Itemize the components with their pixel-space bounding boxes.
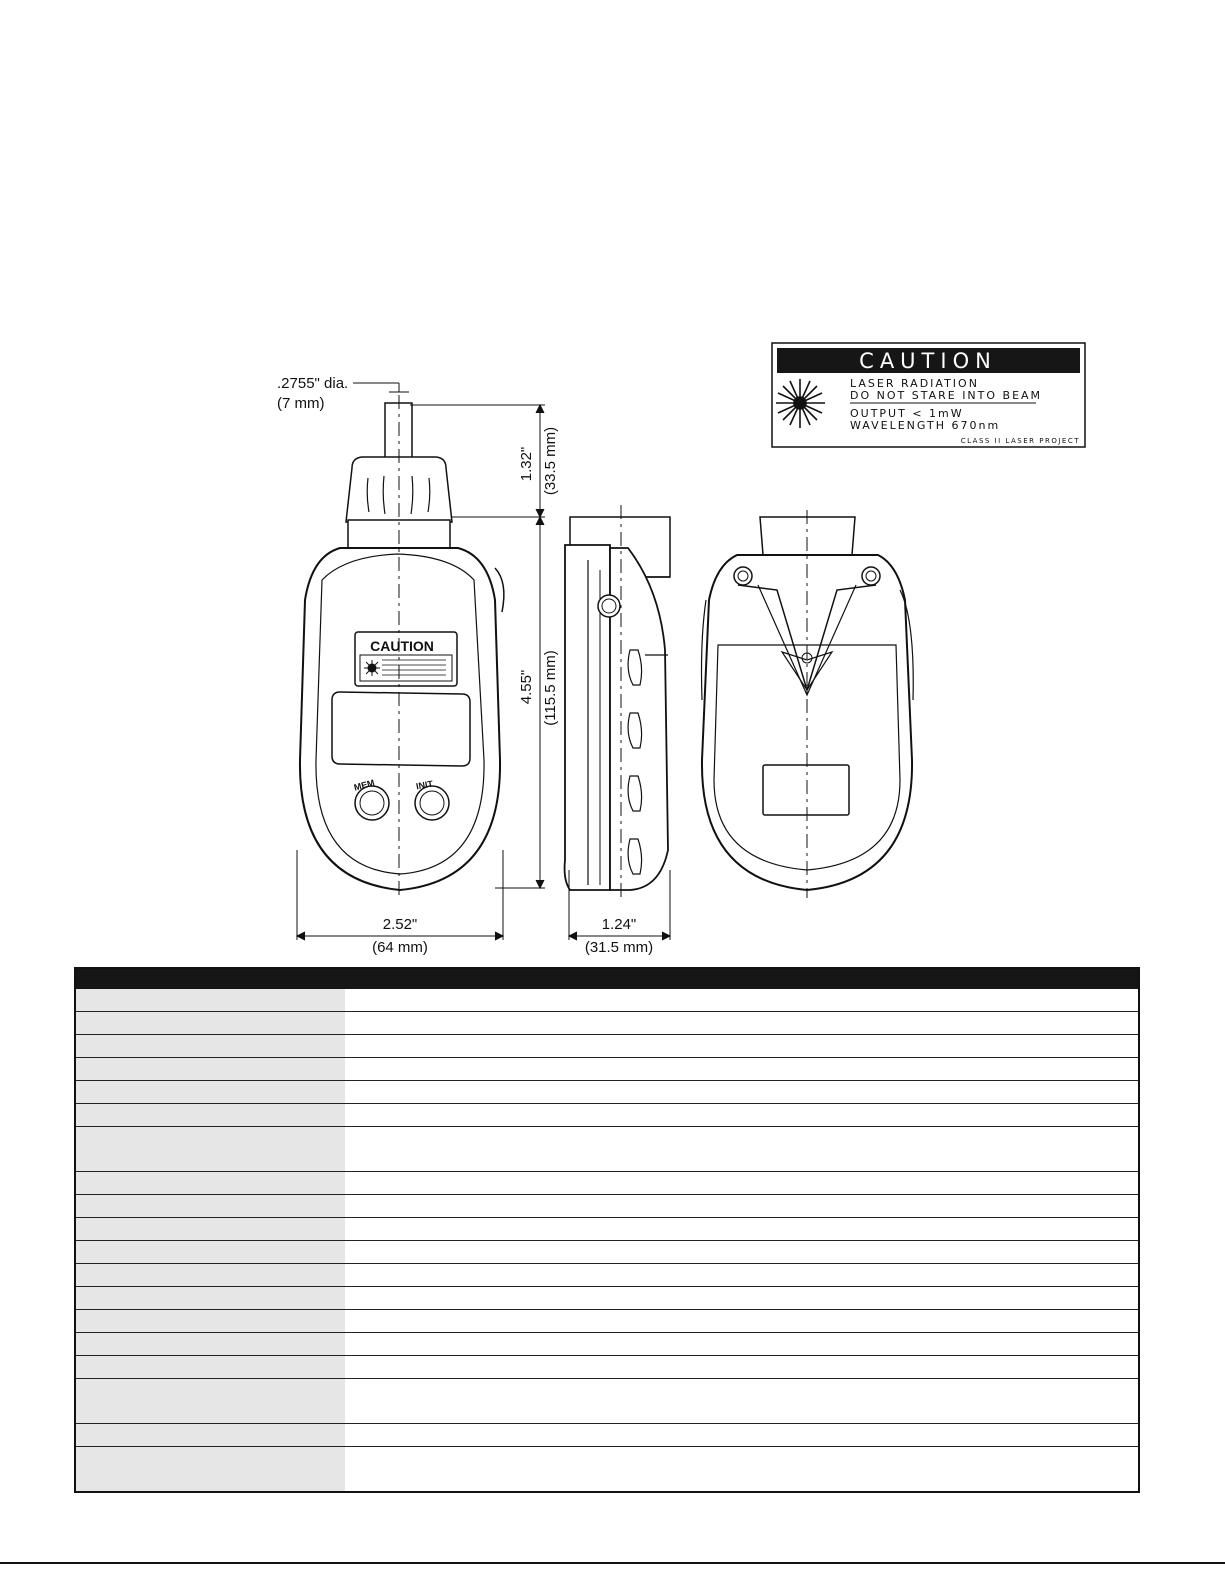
table-row bbox=[76, 1446, 1138, 1491]
spec-value-cell bbox=[345, 1241, 1138, 1263]
spec-value-cell bbox=[345, 989, 1138, 1011]
spec-value-cell bbox=[345, 1218, 1138, 1240]
spec-label-cell bbox=[76, 1035, 345, 1057]
spec-label-cell bbox=[76, 989, 345, 1011]
shaft-dia-mm: (7 mm) bbox=[277, 395, 325, 412]
table-row bbox=[76, 1171, 1138, 1194]
table-row bbox=[76, 1423, 1138, 1446]
table-row bbox=[76, 1194, 1138, 1217]
table-row bbox=[76, 1378, 1138, 1423]
mem-button-label: MEM bbox=[352, 777, 376, 793]
spec-value-cell bbox=[345, 1310, 1138, 1332]
spec-value-cell bbox=[345, 1172, 1138, 1194]
spec-label-cell bbox=[76, 1310, 345, 1332]
table-row bbox=[76, 1034, 1138, 1057]
table-row bbox=[76, 1309, 1138, 1332]
table-row bbox=[76, 1240, 1138, 1263]
spec-value-cell bbox=[345, 1356, 1138, 1378]
spec-value-cell bbox=[345, 1424, 1138, 1446]
depth-mm: (31.5 mm) bbox=[584, 939, 654, 956]
specifications-table-header bbox=[76, 969, 1138, 989]
table-row bbox=[76, 1011, 1138, 1034]
table-row bbox=[76, 1103, 1138, 1126]
spec-value-cell bbox=[345, 1035, 1138, 1057]
spec-value-cell bbox=[345, 1379, 1138, 1423]
spec-value-cell bbox=[345, 1058, 1138, 1080]
spec-value-cell bbox=[345, 1012, 1138, 1034]
spec-label-cell bbox=[76, 1333, 345, 1355]
front-laser-icon bbox=[364, 660, 380, 676]
spec-value-cell bbox=[345, 1195, 1138, 1217]
page-bottom-rule bbox=[0, 1562, 1225, 1564]
width-dimension: 2.52" bbox=[382, 916, 418, 933]
specifications-table bbox=[74, 967, 1140, 1493]
table-row bbox=[76, 1286, 1138, 1309]
spec-value-cell bbox=[345, 1287, 1138, 1309]
caution-label-title: CAUTION bbox=[859, 349, 997, 373]
spec-label-cell bbox=[76, 1356, 345, 1378]
spec-label-cell bbox=[76, 1172, 345, 1194]
caution-line-2: DO NOT STARE INTO BEAM bbox=[850, 389, 1043, 402]
table-row bbox=[76, 1126, 1138, 1171]
body-height-mm: (115.5 mm) bbox=[542, 650, 559, 726]
caution-laser-label bbox=[772, 343, 1085, 447]
table-row bbox=[76, 989, 1138, 1011]
spec-value-cell bbox=[345, 1081, 1138, 1103]
head-height-mm: (33.5 mm) bbox=[542, 426, 559, 496]
spec-label-cell bbox=[76, 1264, 345, 1286]
spec-label-cell bbox=[76, 1379, 345, 1423]
spec-label-cell bbox=[76, 1012, 345, 1034]
side-view bbox=[565, 505, 670, 900]
spec-value-cell bbox=[345, 1333, 1138, 1355]
depth-dimension: 1.24" bbox=[601, 916, 637, 933]
spec-label-cell bbox=[76, 1287, 345, 1309]
caution-line-3: OUTPUT < 1mW bbox=[850, 407, 964, 420]
back-view bbox=[702, 510, 914, 898]
spec-label-cell bbox=[76, 1447, 345, 1491]
init-button-label: INIT bbox=[415, 778, 434, 792]
body-height-dimension: 4.55" bbox=[518, 669, 535, 705]
spec-label-cell bbox=[76, 1058, 345, 1080]
caution-line-1: LASER RADIATION bbox=[850, 377, 979, 390]
specifications-rows bbox=[76, 989, 1138, 1491]
spec-label-cell bbox=[76, 1195, 345, 1217]
spec-value-cell bbox=[345, 1104, 1138, 1126]
spec-label-cell bbox=[76, 1104, 345, 1126]
table-row bbox=[76, 1263, 1138, 1286]
spec-label-cell bbox=[76, 1241, 345, 1263]
table-row bbox=[76, 1332, 1138, 1355]
spec-value-cell bbox=[345, 1127, 1138, 1171]
table-row bbox=[76, 1355, 1138, 1378]
width-mm: (64 mm) bbox=[372, 939, 428, 956]
spec-label-cell bbox=[76, 1218, 345, 1240]
shaft-dia-dimension: .2755" dia. bbox=[277, 375, 349, 392]
spec-value-cell bbox=[345, 1264, 1138, 1286]
front-caution-text: CAUTION bbox=[370, 638, 434, 654]
head-height-dimension: 1.32" bbox=[518, 446, 535, 482]
caution-class-text: CLASS II LASER PROJECT bbox=[960, 437, 1080, 445]
caution-line-4: WAVELENGTH 670nm bbox=[850, 419, 1001, 432]
spec-label-cell bbox=[76, 1081, 345, 1103]
table-row bbox=[76, 1057, 1138, 1080]
spec-label-cell bbox=[76, 1127, 345, 1171]
spec-label-cell bbox=[76, 1424, 345, 1446]
table-row bbox=[76, 1217, 1138, 1240]
table-row bbox=[76, 1080, 1138, 1103]
spec-value-cell bbox=[345, 1447, 1138, 1491]
